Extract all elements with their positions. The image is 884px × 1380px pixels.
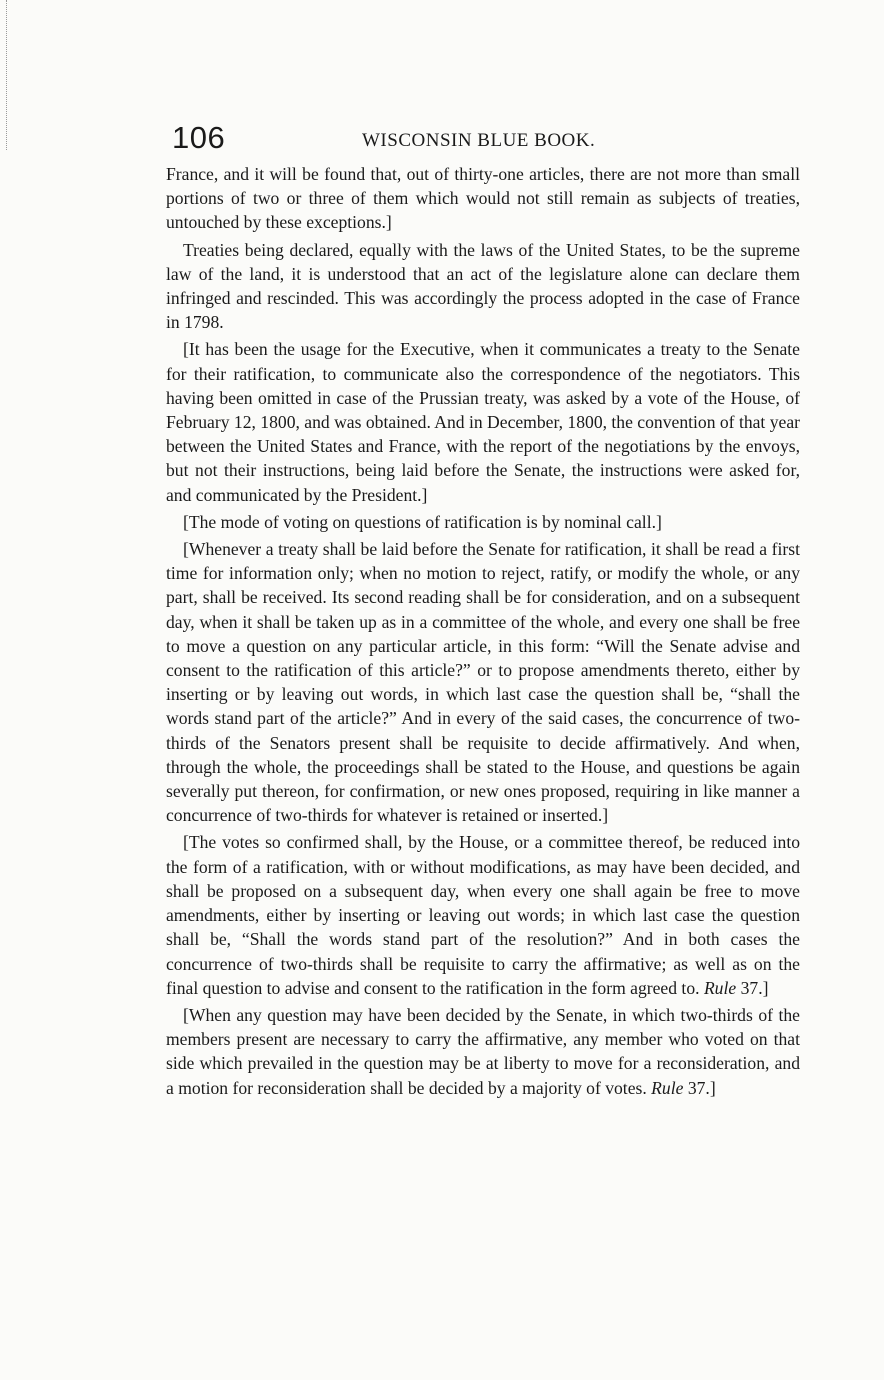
book-page (166, 118, 800, 1100)
page-number: 106 (172, 120, 226, 155)
rule-citation: Rule (703, 977, 737, 998)
page-header (166, 118, 800, 162)
rule-number: 37.] (740, 977, 769, 998)
paragraph: [Whenever a treaty shall be laid before the Senate for ratification, it shall be read a first time for information only; when no motion to reject, ratify, or modify the whole, or any part, shall be received. Its second reading shall be for consideration, and on a subsequent day, when it shall be taken up as in a committee of the whole, and every one shall be free to move a question on any particular article, in this form: “Will the Senate advise and consent to the ratification of this article?” or to propose amendments thereto, either by inserting or by leaving out words, in which last case the question shall be, “shall the words stand part of the article?” And in every of the said cases, the concurrence of two-thirds of the Senators present shall be requisite to decide affirmatively. And when, through the whole, the proceedings shall be stated to the House, and questions be again severally put thereon, for confirmation, or new ones proposed, requiring in like manner a concurrence of two-thirds for whatever is retained or inserted.] (166, 539, 800, 826)
rule-number: 37.] (687, 1077, 716, 1098)
running-title: WISCONSIN BLUE BOOK. (362, 130, 596, 151)
paragraph: [It has been the usage for the Executive, when it communicates a treaty to the Senate for their ratification, to communicate also the correspondence of the negotiators. This having been omitted in case of the Prussian treaty, was asked by a vote of the House, of February 12, 1800, and was obtained. And in December, 1800, the convention of that year between the United States and France, with the report of the negotiations by the envoys, but not their instructions, being laid before the Senate, the instructions were asked for, and communicated by the President.] (166, 339, 800, 505)
paragraph: France, and it will be found that, out of thirty-one articles, there are not more than small portions of two or three of them which would not still remain as subjects of treaties, untouched by these exceptions.] (166, 164, 800, 233)
body-text (166, 162, 800, 1100)
paragraph: Treaties being declared, equally with the laws of the United States, to be the supreme law of the land, it is understood that an act of the legislature alone can declare them infringed and rescinded. This was accordingly the process adopted in the case of France in 1798. (166, 239, 800, 333)
paragraph: [When any question may have been decided by the Senate, in which two-thirds of the members present are necessary to carry the affirmative, any member who voted on that side which prevailed in the question may be at liberty to move for a reconsideration, and a motion for reconsideration shall be decided by a majority of votes. Rule 37.] (166, 1004, 800, 1098)
paragraph: [The mode of voting on questions of ratification is by nominal call.] (183, 511, 662, 532)
rule-citation: Rule (651, 1077, 684, 1098)
page-edge-marks (6, 0, 7, 150)
paragraph: [The votes so confirmed shall, by the House, or a committee thereof, be reduced into the form of a ratification, with or without modifications, as may have been decided, and shall be proposed on a subsequent day, when every one shall again be free to move amendments, either by inserting or leaving out words; in which last case the question shall be, “Shall the words stand part of the resolution?” And in both cases the concurrence of two-thirds shall be requisite to carry the affirmative; as well as on the final question to advise and consent to the ratification in the form agreed to. Rule 37.] (166, 832, 800, 998)
